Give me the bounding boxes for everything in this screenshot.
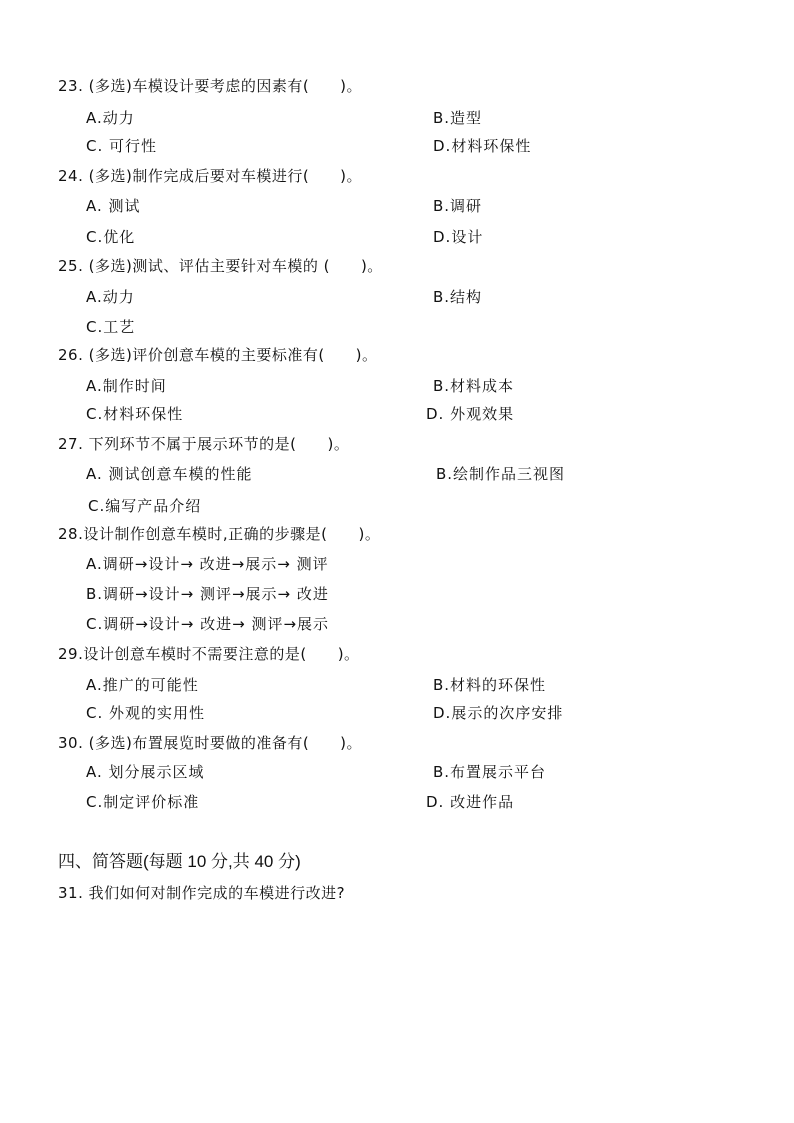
option-29-c: C. 外观的实用性 [86, 704, 206, 722]
option-29-a: A.推广的可能性 [86, 676, 199, 694]
option-28-a: A.调研→设计→ 改进→展示→ 测评 [86, 555, 329, 573]
question-31: 31. 我们如何对制作完成的车模进行改进? [58, 884, 346, 902]
option-25-b: B.结构 [433, 288, 483, 306]
option-30-a: A. 划分展示区域 [86, 763, 205, 781]
question-24: 24. (多选)制作完成后要对车模进行( )。 [58, 167, 363, 185]
option-23-a: A.动力 [86, 109, 135, 127]
option-29-d: D.展示的次序安排 [433, 704, 564, 722]
option-24-a: A. 测试 [86, 197, 141, 215]
question-30: 30. (多选)布置展览时要做的准备有( )。 [58, 734, 363, 752]
option-28-b: B.调研→设计→ 测评→展示→ 改进 [86, 585, 329, 603]
question-26: 26. (多选)评价创意车模的主要标准有( )。 [58, 346, 378, 364]
question-29: 29.设计创意车模时不需要注意的是( )。 [58, 645, 360, 663]
option-28-c: C.调研→设计→ 改进→ 测评→展示 [86, 615, 330, 633]
option-23-d: D.材料环保性 [433, 137, 532, 155]
option-23-c: C. 可行性 [86, 137, 158, 155]
option-25-a: A.动力 [86, 288, 135, 306]
option-27-c: C.编写产品介绍 [88, 497, 202, 515]
question-25: 25. (多选)测试、评估主要针对车模的 ( )。 [58, 257, 383, 275]
option-25-c: C.工艺 [86, 318, 136, 336]
option-23-b: B.造型 [433, 109, 483, 127]
question-28: 28.设计制作创意车模时,正确的步骤是( )。 [58, 525, 381, 543]
option-27-b: B.绘制作品三视图 [436, 465, 566, 483]
option-30-b: B.布置展示平台 [433, 763, 547, 781]
option-30-d: D. 改进作品 [426, 793, 515, 811]
question-27: 27. 下列环节不属于展示环节的是( )。 [58, 435, 350, 453]
option-30-c: C.制定评价标准 [86, 793, 200, 811]
option-27-a: A. 测试创意车模的性能 [86, 465, 253, 483]
option-24-c: C.优化 [86, 228, 136, 246]
section-title: 四、简答题(每题 10 分,共 40 分) [58, 852, 301, 871]
option-26-c: C.材料环保性 [86, 405, 184, 423]
option-26-d: D. 外观效果 [426, 405, 515, 423]
option-29-b: B.材料的环保性 [433, 676, 547, 694]
option-26-a: A.制作时间 [86, 377, 167, 395]
option-24-b: B.调研 [433, 197, 483, 215]
option-24-d: D.设计 [433, 228, 484, 246]
option-26-b: B.材料成本 [433, 377, 515, 395]
question-23: 23. (多选)车模设计要考虑的因素有( )。 [58, 77, 363, 95]
